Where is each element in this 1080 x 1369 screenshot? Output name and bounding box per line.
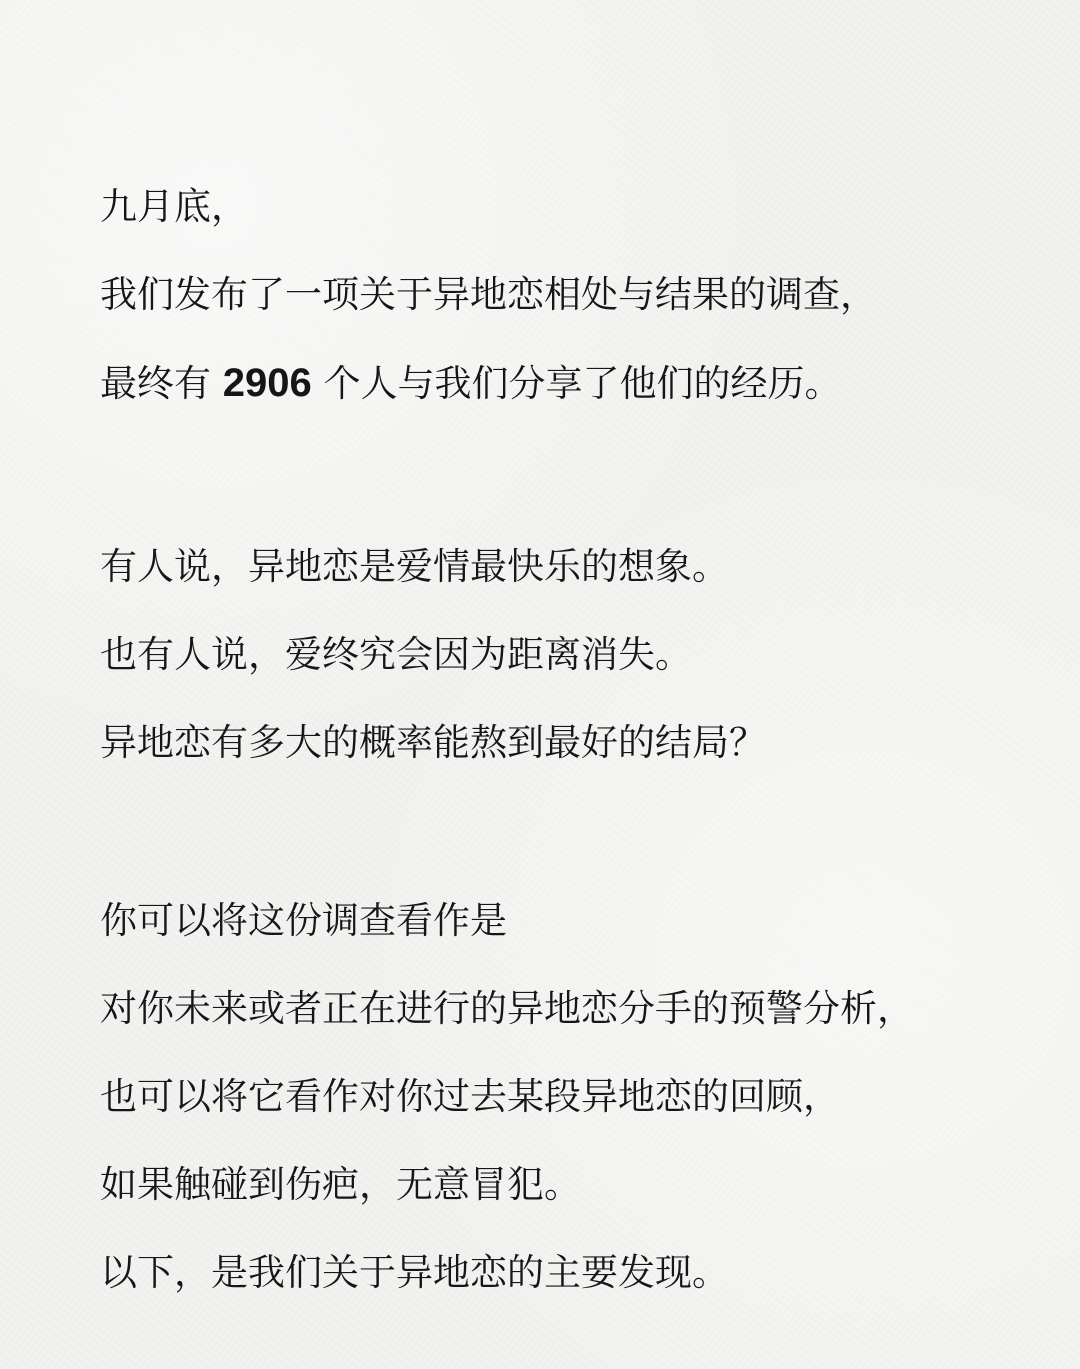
text-line: 九月底， xyxy=(100,185,248,228)
text-line: 对你未来或者正在进行的异地恋分手的预警分析， xyxy=(100,987,914,1030)
text-segment: 最终有 xyxy=(100,362,223,405)
text-line: 也可以将它看作对你过去某段异地恋的回顾， xyxy=(100,1075,840,1118)
text-line: 如果触碰到伤疤，无意冒犯。 xyxy=(100,1163,581,1206)
text-line: 你可以将这份调查看作是 xyxy=(100,899,507,942)
respondent-count: 2906 xyxy=(222,361,312,405)
text-line: 我们发布了一项关于异地恋相处与结果的调查， xyxy=(100,273,877,316)
text-line: 有人说，异地恋是爱情最快乐的想象。 xyxy=(100,545,729,588)
text-line-with-count xyxy=(100,360,842,407)
text-segment: 个人与我们分享了他们的经历。 xyxy=(311,362,842,405)
text-line: 也有人说，爱终究会因为距离消失。 xyxy=(100,633,692,676)
text-line: 异地恋有多大的概率能熬到最好的结局？ xyxy=(100,721,766,764)
text-line: 以下，是我们关于异地恋的主要发现。 xyxy=(100,1251,729,1294)
